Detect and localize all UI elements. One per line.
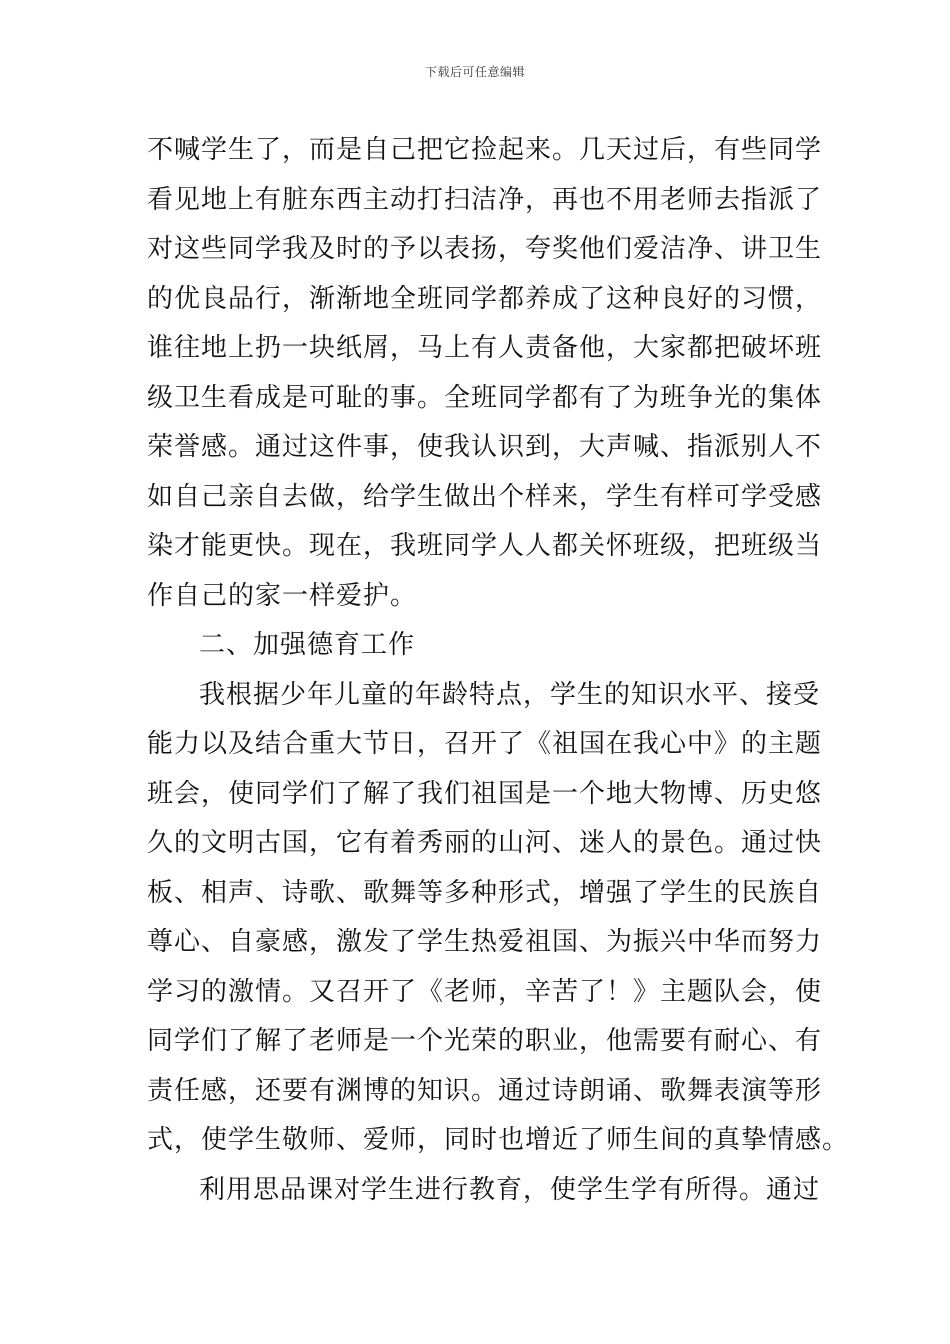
text-line: 班会，使同学们了解了我们祖国是一个地大物博、历史悠: [147, 778, 823, 809]
section-heading: 二、加强德育工作: [199, 630, 416, 660]
text-line: 我根据少年儿童的年龄特点，学生的知识水平、接受: [199, 679, 821, 710]
text-line: 责任感，还要有渊博的知识。通过诗朗诵、歌舞表演等形: [147, 1075, 823, 1106]
text-line: 同学们了解了老师是一个光荣的职业，他需要有耐心、有: [147, 1026, 823, 1056]
text-line: 染才能更快。现在，我班同学人人都关怀班级，把班级当: [147, 531, 823, 561]
body-text: [147, 126, 850, 1215]
text-line: 看见地上有脏东西主动打扫洁净，再也不用老师去指派了: [147, 184, 823, 215]
text-line: 荣誉感。通过这件事，使我认识到，大声喊、指派别人不: [147, 432, 823, 462]
text-line: 板、相声、诗歌、歌舞等多种形式，增强了学生的民族自: [147, 877, 823, 908]
text-line: 作自己的家一样爱护。: [147, 580, 418, 611]
text-line: 利用思品课对学生进行教育，使学生学有所得。通过: [199, 1174, 821, 1205]
text-line: 不喊学生了，而是自己把它捡起来。几天过后，有些同学: [147, 135, 823, 165]
text-line: 级卫生看成是可耻的事。全班同学都有了为班争光的集体: [147, 382, 823, 413]
text-line: 能力以及结合重大节日，召开了《祖国在我心中》的主题: [147, 729, 823, 759]
text-line: 对这些同学我及时的予以表扬，夸奖他们爱洁净、讲卫生: [147, 234, 823, 264]
text-line: 久的文明古国，它有着秀丽的山河、迷人的景色。通过快: [147, 828, 823, 858]
text-line: 尊心、自豪感，激发了学生热爱祖国、为振兴中华而努力: [147, 927, 823, 957]
text-line: 谁往地上扔一块纸屑，马上有人责备他，大家都把破坏班: [147, 333, 823, 363]
text-line: 的优良品行，渐渐地全班同学都养成了这种良好的习惯，: [147, 283, 823, 314]
text-line: 学习的激情。又召开了《老师，辛苦了！》主题队会，使: [147, 976, 823, 1007]
text-line: 式，使学生敬师、爱师，同时也增近了师生间的真挚情感。: [147, 1125, 850, 1155]
page-header: 下载后可任意编辑: [424, 65, 525, 79]
text-line: 如自己亲自去做，给学生做出个样来，学生有样可学受感: [147, 481, 823, 512]
